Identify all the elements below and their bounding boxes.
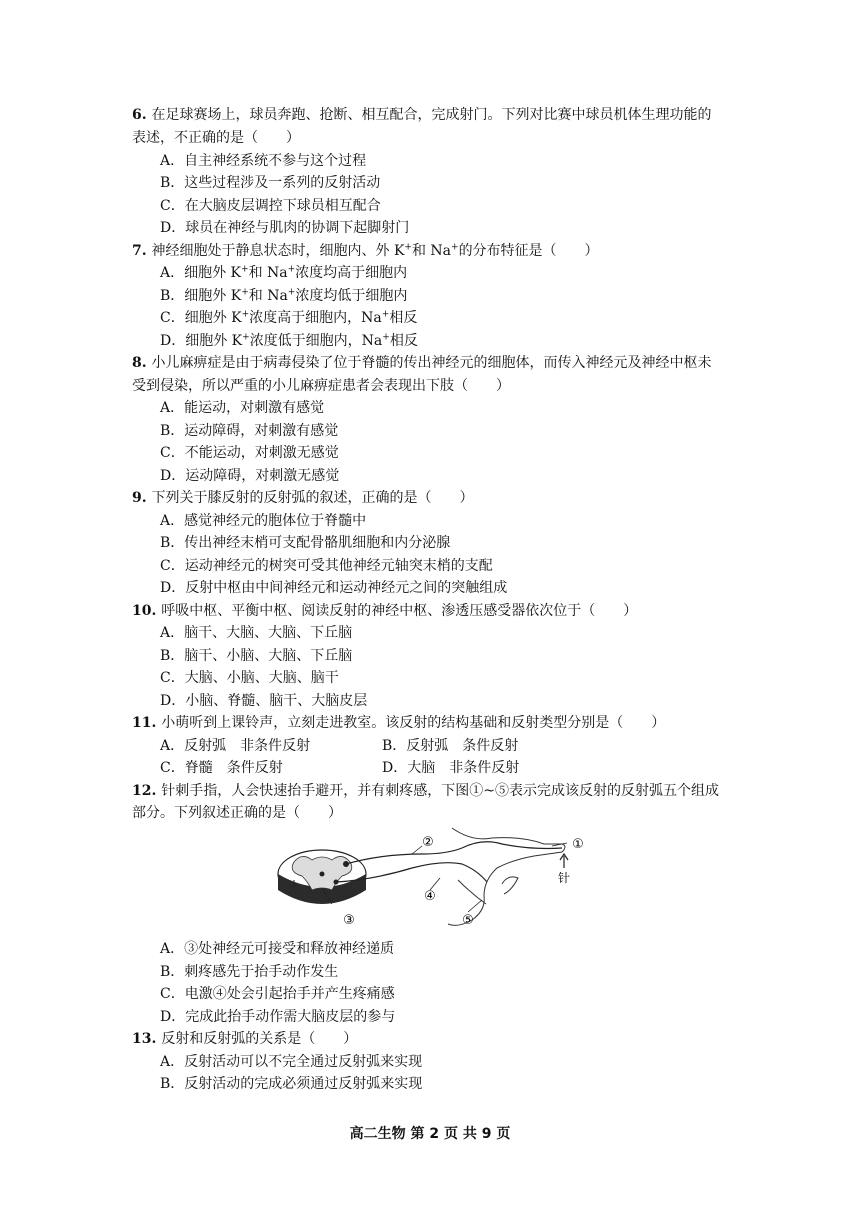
- question-13: [132, 1028, 357, 1050]
- option-b: B．细胞外 K+和 Na+浓度均低于细胞内: [160, 287, 408, 304]
- option-a: A．能运动，对刺激有感觉: [160, 400, 325, 416]
- option-a: A．③处神经元可接受和释放神经递质: [160, 941, 395, 957]
- question-number: 7.: [132, 243, 147, 259]
- question-stem-line: 表述，不正确的是（ ）: [132, 130, 300, 146]
- option-a: A．自主神经系统不参与这个过程: [160, 153, 367, 169]
- question-number: 12.: [132, 783, 157, 799]
- question-number: 11.: [132, 715, 157, 731]
- label-2: ②: [422, 835, 434, 850]
- option-d: D．细胞外 K+浓度低于细胞内，Na+相反: [160, 332, 418, 349]
- option-d: D．球员在神经与肌肉的协调下起脚射门: [160, 220, 410, 236]
- option-d: D．大脑 非条件反射: [382, 760, 520, 776]
- question-stem: 小儿麻痹症是由于病毒侵染了位于脊髓的传出神经元的细胞体，而传入神经元及神经中枢未: [151, 355, 712, 371]
- option-c: C．大脑、小脑、大脑、脑干: [160, 670, 339, 686]
- spinal-cord-section: [278, 850, 366, 904]
- question-number: 9.: [132, 490, 147, 506]
- question-stem-line: 部分。下列叙述正确的是（ ）: [132, 805, 342, 821]
- page-footer: 高二生物 第 2 页 共 9 页: [349, 1126, 511, 1142]
- option-b: B．这些过程涉及一系列的反射活动: [160, 175, 381, 191]
- option-c: C．细胞外 K+浓度高于细胞内，Na+相反: [160, 309, 418, 326]
- label-5: ⑤: [462, 913, 474, 928]
- question-stem: 针刺手指，人会快速抬手避开，并有刺疼感，下图①~⑤表示完成该反射的反射弧五个组成: [161, 783, 719, 799]
- question-stem: 反射和反射弧的关系是（ ）: [161, 1031, 358, 1047]
- question-6: [132, 104, 732, 126]
- option-b: B．反射活动的完成必须通过反射弧来实现: [160, 1076, 423, 1092]
- question-number: 8.: [132, 355, 147, 371]
- option-b: B．反射弧 条件反射: [382, 738, 519, 754]
- option-a: A．细胞外 K+和 Na+浓度均高于细胞内: [160, 264, 408, 281]
- option-d: D．小脑、脊髓、脑干、大脑皮层: [160, 693, 368, 709]
- question-stem: 在足球赛场上，球员奔跑、抢断、相互配合，完成射门。下列对比赛中球员机体生理功能的: [151, 107, 712, 123]
- option-c: C．运动神经元的树突可受其他神经元轴突末梢的支配: [160, 558, 493, 574]
- option-a: A．脑干、大脑、大脑、下丘脑: [160, 625, 353, 641]
- question-stem: 下列关于膝反射的反射弧的叙述，正确的是（ ）: [151, 490, 474, 506]
- option-b: B．刺疼感先于抬手动作发生: [160, 964, 339, 980]
- reflex-arc-figure: [272, 824, 592, 934]
- option-c: C．不能运动，对刺激无感觉: [160, 445, 339, 461]
- question-stem: 神经细胞处于静息状态时，细胞内、外 K+和 Na+的分布特征是（ ）: [151, 242, 599, 259]
- option-c: C．脊髓 条件反射: [160, 760, 283, 776]
- question-number: 6.: [132, 107, 147, 123]
- question-11: [132, 712, 665, 734]
- question-10: [132, 600, 637, 622]
- option-a: A．感觉神经元的胞体位于脊髓中: [160, 513, 367, 529]
- option-a: A．反射弧 非条件反射: [160, 738, 311, 754]
- question-9: [132, 487, 474, 509]
- question-stem: 小萌听到上课铃声，立刻走进教室。该反射的结构基础和反射类型分别是（ ）: [161, 715, 666, 731]
- label-3: ③: [343, 913, 355, 928]
- label-1: ①: [572, 837, 584, 852]
- question-number: 13.: [132, 1031, 157, 1047]
- option-b: B．传出神经末梢可支配骨骼肌细胞和内分泌腺: [160, 535, 451, 551]
- option-d: D．完成此抬手动作需大脑皮层的参与: [160, 1009, 396, 1025]
- option-c: C．在大脑皮层调控下球员相互配合: [160, 198, 381, 214]
- option-c: C．电激④处会引起抬手并产生疼痛感: [160, 986, 395, 1002]
- option-d: D．运动障碍，对刺激无感觉: [160, 468, 340, 484]
- option-b: B．运动障碍，对刺激有感觉: [160, 423, 339, 439]
- option-a: A．反射活动可以不完全通过反射弧来实现: [160, 1054, 423, 1070]
- question-stem: 呼吸中枢、平衡中枢、阅读反射的神经中枢、渗透压感受器依次位于（ ）: [161, 603, 638, 619]
- question-12: [132, 780, 732, 802]
- label-4: ④: [424, 889, 436, 904]
- question-7: [132, 240, 599, 262]
- question-number: 10.: [132, 603, 157, 619]
- option-b: B．脑干、小脑、大脑、下丘脑: [160, 648, 353, 664]
- question-stem-line: 受到侵染，所以严重的小儿麻痹症患者会表现出下肢（ ）: [132, 378, 510, 394]
- option-d: D．反射中枢由中间神经元和运动神经元之间的突触组成: [160, 580, 508, 596]
- needle-label: 针: [557, 871, 571, 885]
- question-8: [132, 352, 732, 374]
